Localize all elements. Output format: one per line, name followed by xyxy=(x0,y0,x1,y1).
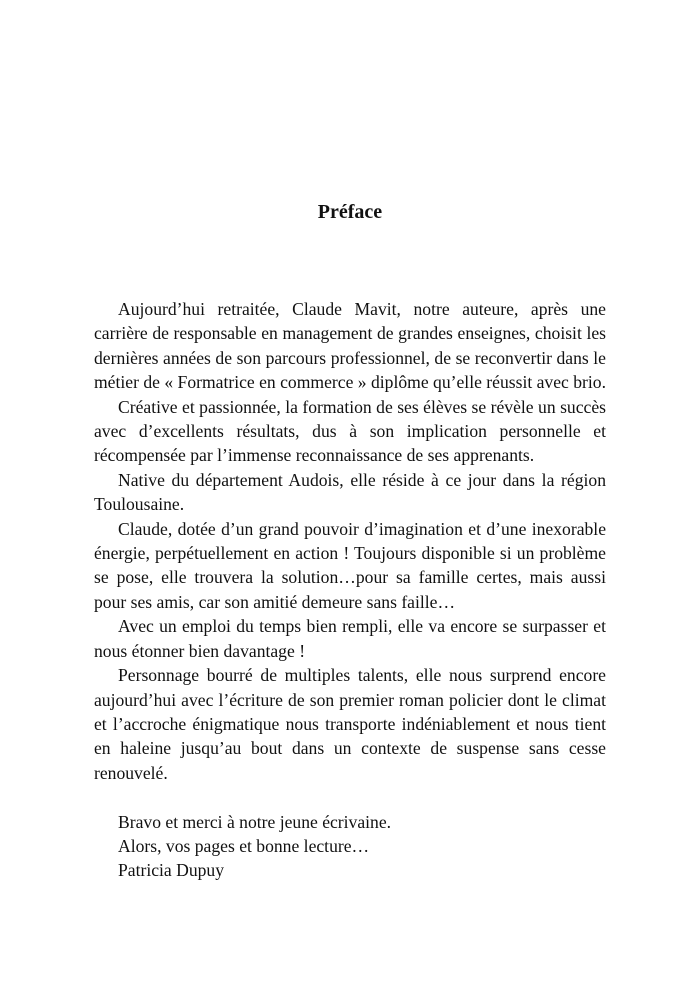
closing-thanks: Bravo et merci à notre jeune écrivaine. xyxy=(118,811,392,832)
preface-body xyxy=(94,297,606,883)
paragraph-training: Créative et passionnée, la formation de ses élèves se révèle un succès avec d’excellents résultats, dus à son implication personnelle et récompensée par l’immense reconnaissance de ses apprenants. xyxy=(94,396,606,466)
paragraph-novel: Personnage bourré de multiples talents, elle nous surprend encore aujourd’hui avec l’écriture de son premier roman policier dont le climat et l’accroche énigmatique nous transporte indéniablement et nous tient en haleine jusqu’au bout dans un contexte de suspense sans cesse renouvelé. xyxy=(94,665,606,783)
closing-lines xyxy=(94,810,606,859)
author-signature: Patricia Dupuy xyxy=(118,860,225,881)
closing-reading: Alors, vos pages et bonne lecture… xyxy=(118,835,370,856)
paragraph-personality: Claude, dotée d’un grand pouvoir d’imagination et d’une inexorable énergie, perpétuellement en action ! Toujours disponible si un problème se pose, elle trouvera la solution…pour sa famille certes, mais aussi pour ses amis, car son amitié demeure sans faille… xyxy=(94,518,606,612)
paragraph-schedule: Avec un emploi du temps bien rempli, elle va encore se surpasser et nous étonner bien davantage ! xyxy=(94,616,606,661)
paragraph-residence: Native du département Audois, elle réside à ce jour dans la région Toulousaine. xyxy=(94,469,606,515)
spacer xyxy=(94,785,606,809)
page-title: Préface xyxy=(317,201,383,223)
paragraph-retirement: Aujourd’hui retraitée, Claude Mavit, notre auteure, après une carrière de responsable en management de grandes enseignes, choisit les dernières années de son parcours professionnel, de se reconvertir dans le métier de « Formatrice en commerce » diplôme qu’elle réussit avec brio. xyxy=(94,299,606,393)
